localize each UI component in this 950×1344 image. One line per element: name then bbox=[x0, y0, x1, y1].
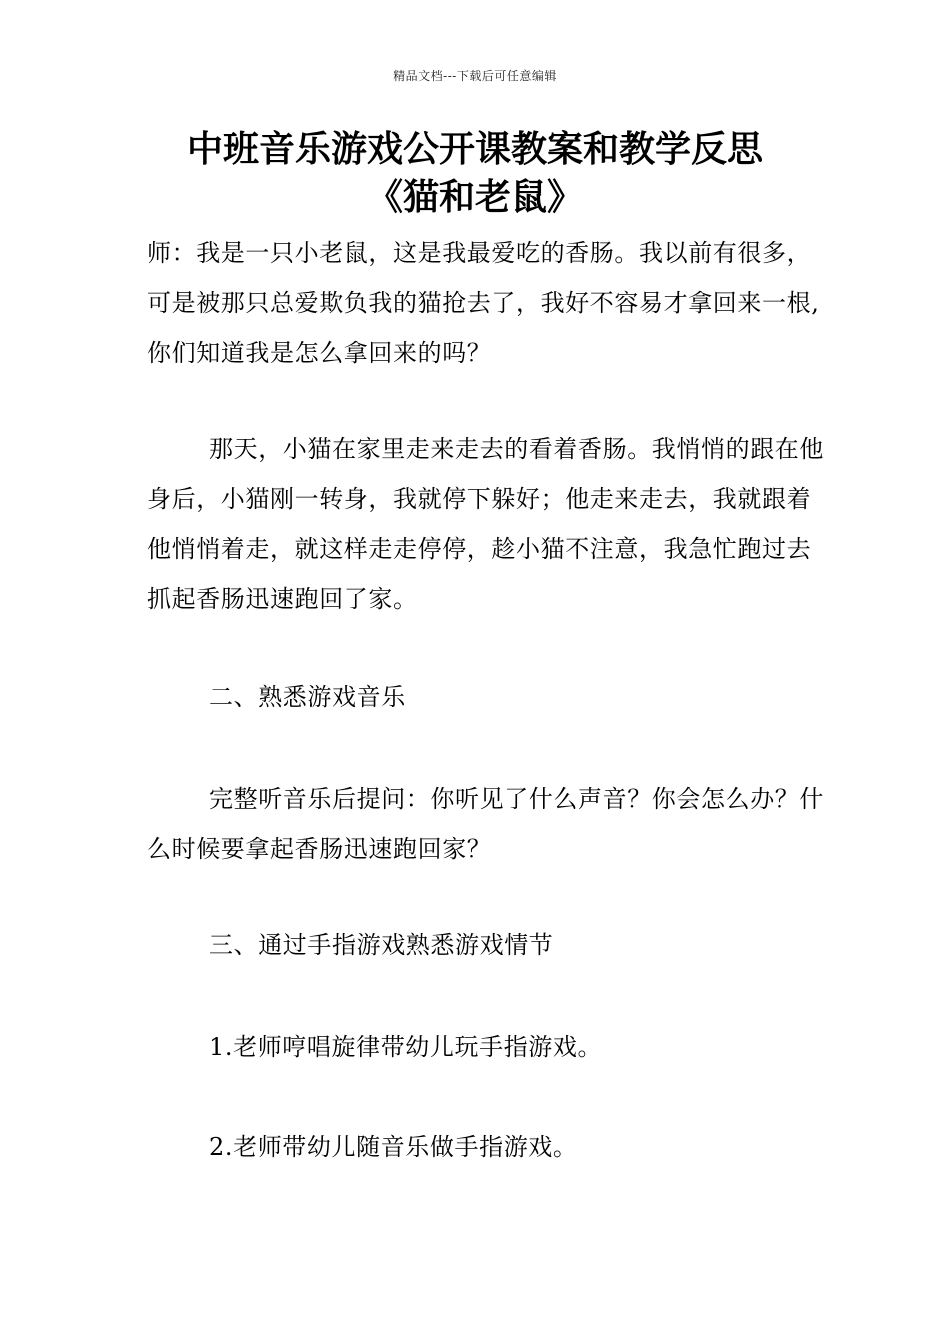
paragraph-intro bbox=[147, 228, 827, 378]
paragraph-story bbox=[147, 424, 827, 624]
title-line-1: 中班音乐游戏公开课教案和教学反思 bbox=[186, 129, 763, 170]
list-item-text: 2.老师带幼儿随音乐做手指游戏。 bbox=[209, 1133, 578, 1161]
section-heading-2 bbox=[147, 672, 827, 722]
paragraph-text: 完整听音乐后提问：你听见了什么声音？你会怎么办？什么时候要拿起香肠迅速跑回家？ bbox=[147, 785, 824, 863]
title-line-2: 《猫和老鼠》 bbox=[366, 177, 583, 218]
paragraph-text: 那天，小猫在家里走来走去的看着香肠。我悄悄的跟在他身后，小猫刚一转身，我就停下躲好；他走来走去，我就跟着他悄悄着走，就这样走走停停，趁小猫不注意，我急忙跑过去抓起香肠迅速跑回了家。 bbox=[147, 435, 824, 613]
list-item-1 bbox=[147, 1022, 827, 1072]
list-item-2 bbox=[147, 1122, 827, 1172]
paragraph-questions bbox=[147, 774, 827, 874]
section-heading-3 bbox=[147, 920, 827, 970]
list-item-text: 1.老师哼唱旋律带幼儿玩手指游戏。 bbox=[209, 1033, 603, 1061]
document-title bbox=[0, 126, 950, 222]
paragraph-text: 师：我是一只小老鼠，这是我最爱吃的香肠。我以前有很多，可是被那只总爱欺负我的猫抢去了，我好不容易才拿回来一根,你们知道我是怎么拿回来的吗？ bbox=[147, 239, 820, 367]
section-heading-text: 三、通过手指游戏熟悉游戏情节 bbox=[209, 931, 554, 959]
header-note: 精品文档---下载后可任意编辑 bbox=[393, 69, 557, 83]
section-heading-text: 二、熟悉游戏音乐 bbox=[209, 683, 406, 711]
